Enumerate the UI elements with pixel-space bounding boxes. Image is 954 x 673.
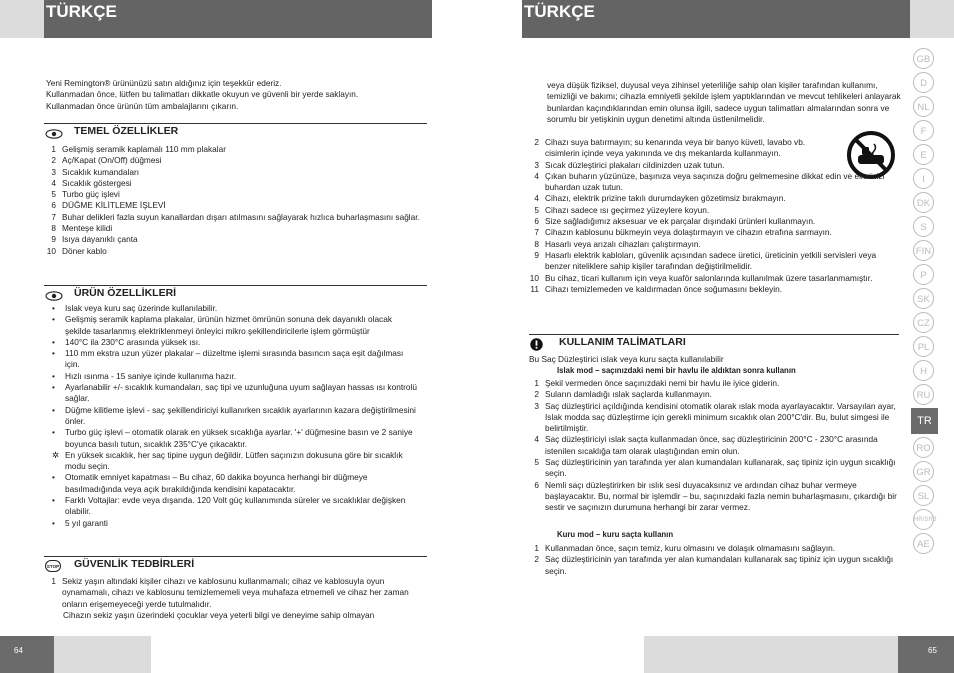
language-tab-nl[interactable]: NL xyxy=(913,96,934,117)
list-item xyxy=(46,212,431,223)
section-key-features xyxy=(44,123,427,138)
bullet: • xyxy=(52,382,55,393)
item-number: 6 xyxy=(534,479,539,490)
language-tab-f[interactable]: F xyxy=(913,120,934,141)
usage-intro xyxy=(529,354,899,377)
item-number: 1 xyxy=(534,543,539,553)
item-text: Cihazın kablosunu bükmeyin veya dolaştırmayın ve cihazın etrafına sarmayın. xyxy=(545,227,832,238)
item-text: Menteşe kilidi xyxy=(62,223,113,234)
item-number: 3 xyxy=(534,159,539,170)
item-text: Cihazı sadece ısı geçirmez yüzeylere koyun. xyxy=(545,204,710,215)
item-text: Şekil vermeden önce saçınızdaki nemi bir havlu ile iyice giderin. xyxy=(545,378,780,388)
safety-list-left xyxy=(46,576,423,621)
item-number: 4 xyxy=(51,177,56,188)
item-text: Hasarlı elektrik kabloları, güvenlik açısından sadece üretici, üreticinin yetkili servisleri veya benzer niteliklere sahip kişiler tarafından değiştirilmelidir. xyxy=(545,249,877,272)
list-item xyxy=(529,554,899,577)
safety-continuation: veya düşük fiziksel, duyusal veya zihinsel yeterliliğe sahip olan kişiler tarafından kullanımı, temizliği ve bakımı; cihazla emniyetli şekilde işlem yaptıklarından ve mevcut tehlikeleri anlayarak bunlardan kaçındıklarından emin olunsa ilgili, sadece uygun talimatları almalarından sonra ve sorumlu bir yetişkinin uygun denetimi altında üstlenilmelidir. xyxy=(547,80,901,124)
item-text: Saç düzleştiricinin yan tarafında yer alan kumandaları kullanarak saç tipiniz için uygun sıcaklığı seçin. xyxy=(545,554,894,576)
section-title: TEMEL ÖZELLİKLER xyxy=(74,125,179,137)
item-number: 11 xyxy=(530,283,539,294)
item-text: Saç düzleştirici açıldığında kendisini otomatik olarak ıslak moda ayarlayacaktır. Varsayılan ayar, Islak modda saç düzleştirme için gerekli minimum sıcaklık olan 200°C'dir. Bu, bulut simgesi ile belirtilmiştir. xyxy=(545,400,896,434)
section-title: GÜVENLİK TEDBİRLERİ xyxy=(74,558,195,570)
item-text: 110 mm ekstra uzun yüzer plakalar – düzeltme işlemi sırasında basıncın saça eşit dağılması için. xyxy=(65,348,404,370)
list-item xyxy=(46,246,431,257)
language-tab-ru[interactable]: RU xyxy=(913,384,934,405)
item-text: Turbo güç işlevi xyxy=(62,189,120,200)
item-number: 2 xyxy=(534,389,539,400)
item-number: 9 xyxy=(51,234,56,245)
list-item xyxy=(529,239,899,250)
wet-mode-list xyxy=(529,378,899,514)
item-text: Cihazı suya batırmayın; su kenarında veya bir banyo küveti, lavabo vb. cisimlerin içinde veya yakınında ve dış mekanlarda kullanmayın. xyxy=(545,137,806,159)
page-number-left: 64 xyxy=(0,636,54,673)
section-safety xyxy=(44,556,427,571)
language-tab-gr[interactable]: GR xyxy=(913,461,934,482)
item-number: 4 xyxy=(534,193,539,204)
intro-line: Kullanmadan önce, lütfen bu talimatları dikkatle okuyun ve güvenli bir yerde saklayın. xyxy=(46,89,359,100)
item-number: 1 xyxy=(51,576,56,586)
list-item xyxy=(46,178,431,189)
item-text: Cihazı temizlemeden ve kaldırmadan önce soğumasını bekleyin. xyxy=(545,283,783,294)
item-number: 8 xyxy=(534,238,539,249)
item-number: 2 xyxy=(534,554,539,565)
language-tab-cz[interactable]: CZ xyxy=(913,312,934,333)
item-number: 8 xyxy=(51,223,56,234)
product-features-list xyxy=(46,303,419,529)
section-title: ÜRÜN ÖZELLİKLERİ xyxy=(74,287,177,299)
item-text: Sıcak düzleştirici plakaları cildinizden uzak tutun. xyxy=(545,159,725,170)
item-number: 3 xyxy=(51,166,56,177)
page-number-right: 65 xyxy=(898,636,954,673)
list-item xyxy=(529,137,815,160)
list-item xyxy=(46,223,431,234)
item-text: Buhar delikleri fazla suyun kanallardan dışarı atılmasını sağlayarak hızlıca buharlaşmasını sağlar. xyxy=(62,211,420,222)
list-item xyxy=(529,216,899,227)
item-text: Farklı Voltajlar: evde veya dışarıda. 120 Volt güç kullanımında süreler ve sıcaklıklar değişken olabilir. xyxy=(65,495,406,517)
list-item xyxy=(46,167,431,178)
item-text: Sıcaklık kumandaları xyxy=(62,166,140,177)
item-text: En yüksek sıcaklık, her saç tipine uygun değildir. Lütfen saçınızın dokusuna göre bir sıcaklık modu seçin. xyxy=(65,449,403,472)
item-number: 9 xyxy=(534,249,539,260)
list-item xyxy=(529,273,899,284)
item-number: 6 xyxy=(534,216,539,227)
item-number: 5 xyxy=(534,204,539,215)
list-item xyxy=(46,472,419,495)
language-tab-p[interactable]: P xyxy=(913,264,934,285)
features-list xyxy=(46,144,431,257)
intro-text xyxy=(46,78,431,112)
language-tab-sk[interactable]: SK xyxy=(913,288,934,309)
intro-line: Kullanmadan önce ürünün tüm ambalajlarını çıkarın. xyxy=(46,100,239,111)
bullet: • xyxy=(52,348,55,359)
list-item xyxy=(529,543,899,554)
list-item xyxy=(46,518,419,529)
bullet: • xyxy=(52,495,55,506)
language-tab-dk[interactable]: DK xyxy=(913,192,934,213)
item-text: 140°C ila 230°C arasında yüksek ısı. xyxy=(65,336,201,347)
bullet: • xyxy=(52,472,55,483)
item-number: 5 xyxy=(534,457,539,468)
language-tabs xyxy=(911,48,938,557)
item-text: Düğme kilitleme işlevi - saç şekillendiriciyi kullanırken sıcaklık ayarlarının kazara değiştirilmesini önler. xyxy=(65,404,416,426)
list-item xyxy=(46,200,431,211)
item-text: Sekiz yaşın altındaki kişiler cihazı ve kablosunu kullanmamalı; cihaz ve kablosuyla oyun oynamamalı, cihazı ve kablosunu temizlememeli veya muhafaza etmemeli ve cihaz her zaman onların erişemeyeceği yerde tutulmalıdır. xyxy=(62,576,409,609)
item-text: Hızlı ısınma - 15 saniye içinde kullanıma hazır. xyxy=(65,370,237,381)
item-text: Döner kablo xyxy=(62,245,107,256)
list-item xyxy=(46,189,431,200)
item-text: Aç/Kapat (On/Off) düğmesi xyxy=(62,155,162,166)
list-item xyxy=(46,495,419,518)
list-item xyxy=(529,401,899,435)
left-page-header: TÜRKÇE xyxy=(44,0,432,38)
item-text: Otomatik emniyet kapatması – Bu cihaz, 60 dakika boyunca herhangi bir düğmeye basılmadığında veya açık bırakıldığında kendisini kapatacaktır. xyxy=(65,472,368,494)
item-number: 3 xyxy=(534,400,539,411)
language-tab-tr[interactable]: TR xyxy=(911,408,938,434)
item-number: 2 xyxy=(534,137,539,147)
language-tab-gb[interactable]: GB xyxy=(913,48,934,69)
language-tab-e[interactable]: E xyxy=(913,144,934,165)
stop-icon-text: STOP xyxy=(46,564,60,569)
dry-mode-list xyxy=(529,543,899,577)
item-text: Islak veya kuru saç üzerinde kullanılabilir. xyxy=(65,303,218,313)
item-number: 2 xyxy=(51,155,56,166)
language-tab-d[interactable]: D xyxy=(913,72,934,93)
section-product-features xyxy=(44,285,427,300)
bullet: • xyxy=(52,303,55,313)
item-text: Nemli saçı düzleştirirken bir ıslık sesi duyacaksınız ve ardından cihaz buhar vermeye başlayacaktır. Bu, normal bir işlemdir – bu, saçınızdaki fazla nemin buharlaşmasını, çıkardığı bir sestir ve saçınızın durumuna herhangi bir zarar vermez. xyxy=(545,479,897,513)
wet-mode-title: Islak mod – saçınızdaki nemi bir havlu ile aldıktan sonra kullanın xyxy=(557,366,796,376)
item-text: Saç düzleştiriciyi ıslak saçta kullanmadan önce, saç düzleştiricinin 200°C - 230°C arasında istenilen sıcaklığa tam olarak ulaştığından emin olun. xyxy=(545,434,878,456)
list-item xyxy=(46,427,419,450)
item-number: 1 xyxy=(51,144,56,154)
item-text: Turbo güç işlevi – otomatik olarak en yüksek sıcaklığa ayarlar. '+' düğmesine basın ve 2 saniye boyunca basılı tutun, sıcaklık 235°C'ye çıkacaktır. xyxy=(65,427,413,449)
list-item xyxy=(46,382,419,405)
list-item xyxy=(529,160,899,171)
item-text: Saç düzleştiricinin yan tarafında yer alan kumandaları kullanarak, saç tipiniz için uygun sıcaklığı seçin. xyxy=(545,457,896,479)
list-item xyxy=(46,303,419,314)
language-tab-sl[interactable]: SL xyxy=(913,485,934,506)
intro-line: Yeni Remington® ürününüzü satın aldığınız için teşekkür ederiz. xyxy=(46,78,282,88)
item-text: Gelişmiş seramik kaplama plakalar, ürünün hizmet ömrünün sonuna dek dayanıklı olacak şekilde tasarlanmış elektriklenmeyi önleyici mikro şekillendiricilerle işlem görmüştür xyxy=(65,314,392,336)
item-number: 10 xyxy=(46,245,56,256)
list-item xyxy=(46,155,431,166)
bullet: • xyxy=(52,314,55,325)
language-tab-pl[interactable]: PL xyxy=(913,336,934,357)
list-item-cont: Cihazın sekiz yaşın üzerindeki çocuklar veya yeterli bilgi ve deneyime sahip olmayan xyxy=(63,609,375,620)
section-title: KULLANIM TALİMATLARI xyxy=(559,336,686,348)
bullet: • xyxy=(52,370,55,381)
language-tab-h[interactable]: H xyxy=(913,360,934,381)
language-tab-ae[interactable]: AE xyxy=(913,533,934,554)
eye-icon xyxy=(45,126,63,144)
safety-list-right xyxy=(529,137,899,295)
item-text: Isıya dayanıklı çanta xyxy=(62,234,138,245)
bullet: • xyxy=(52,336,55,347)
item-text: Suların damladığı ıslak saçlarda kullanmayın. xyxy=(545,389,712,400)
list-item xyxy=(529,171,899,194)
stop-icon xyxy=(45,559,61,577)
item-text: DÜĞME KİLİTLEME İŞLEVİ xyxy=(62,200,166,211)
item-text: Cihazı, elektrik prizine takılı durumdayken gözetimsiz bırakmayın. xyxy=(545,193,786,204)
item-number: 5 xyxy=(51,189,56,200)
list-item xyxy=(529,457,899,480)
item-text: Gelişmiş seramik kaplamalı 110 mm plakalar xyxy=(62,144,226,154)
item-text: Bu cihaz, ticari kullanım için veya kuaför salonlarında kullanılmak üzere tasarlanmamıştır. xyxy=(545,272,873,283)
language-tab-i[interactable]: I xyxy=(913,168,934,189)
item-number: 7 xyxy=(51,211,56,222)
bullet: • xyxy=(52,427,55,438)
usage-intro-text: Bu Saç Düzleştirici ıslak veya kuru saçta kullanılabilir xyxy=(529,354,724,364)
bullet: • xyxy=(52,517,55,528)
language-tab-fin[interactable]: FIN xyxy=(913,240,934,261)
list-item xyxy=(46,314,419,337)
item-number: 4 xyxy=(534,434,539,445)
list-item xyxy=(529,193,899,204)
item-text: Kullanmadan önce, saçın temiz, kuru olmasını ve dolaşık olmamasını sağlayın. xyxy=(545,543,836,553)
language-tab-ro[interactable]: RO xyxy=(913,437,934,458)
list-item xyxy=(529,227,899,238)
list-item xyxy=(529,284,899,295)
asterisk-icon: ✲ xyxy=(52,449,59,460)
item-text: Hasarlı veya arızalı cihazları çalıştırmayın. xyxy=(545,238,701,249)
item-number: 1 xyxy=(534,378,539,388)
list-item xyxy=(529,389,899,400)
item-number: 4 xyxy=(534,170,539,181)
list-item xyxy=(529,480,899,514)
list-item xyxy=(46,337,419,348)
list-item xyxy=(46,405,419,428)
list-item xyxy=(46,576,423,610)
list-item xyxy=(46,371,419,382)
item-number: 10 xyxy=(529,272,539,283)
list-item xyxy=(529,205,899,216)
item-text: Sıcaklık göstergesi xyxy=(62,177,132,188)
list-item xyxy=(46,348,419,371)
right-page-header: TÜRKÇE xyxy=(522,0,910,38)
item-number: 7 xyxy=(534,227,539,238)
language-tab-s[interactable]: S xyxy=(913,216,934,237)
item-text: 5 yıl garanti xyxy=(65,517,108,528)
list-item xyxy=(529,250,899,273)
list-item xyxy=(46,234,431,245)
item-text: Size sağladığımız aksesuar ve ek parçalar dışındaki ürünleri kullanmayın. xyxy=(545,216,816,227)
language-tab-hr-srb[interactable]: HR/SRB xyxy=(913,509,934,530)
list-item xyxy=(46,144,431,155)
item-text: Çıkan buharın yüzünüze, başınıza veya saçınıza doğru gelmemesine dikkat edin ve ellerinizi buhardan uzak tutun. xyxy=(545,170,885,193)
list-item xyxy=(529,434,899,457)
item-number: 6 xyxy=(51,200,56,211)
dry-mode-title: Kuru mod – kuru saçta kullanın xyxy=(557,530,674,539)
list-item xyxy=(529,378,899,389)
list-item xyxy=(46,450,419,473)
bullet: • xyxy=(52,404,55,415)
section-usage xyxy=(529,334,899,349)
item-text: Ayarlanabilir +/- sıcaklık kumandaları, saç tipi ve uzunluğuna uyum sağlayan hassas ısı kontrolü sağlar. xyxy=(65,382,417,404)
